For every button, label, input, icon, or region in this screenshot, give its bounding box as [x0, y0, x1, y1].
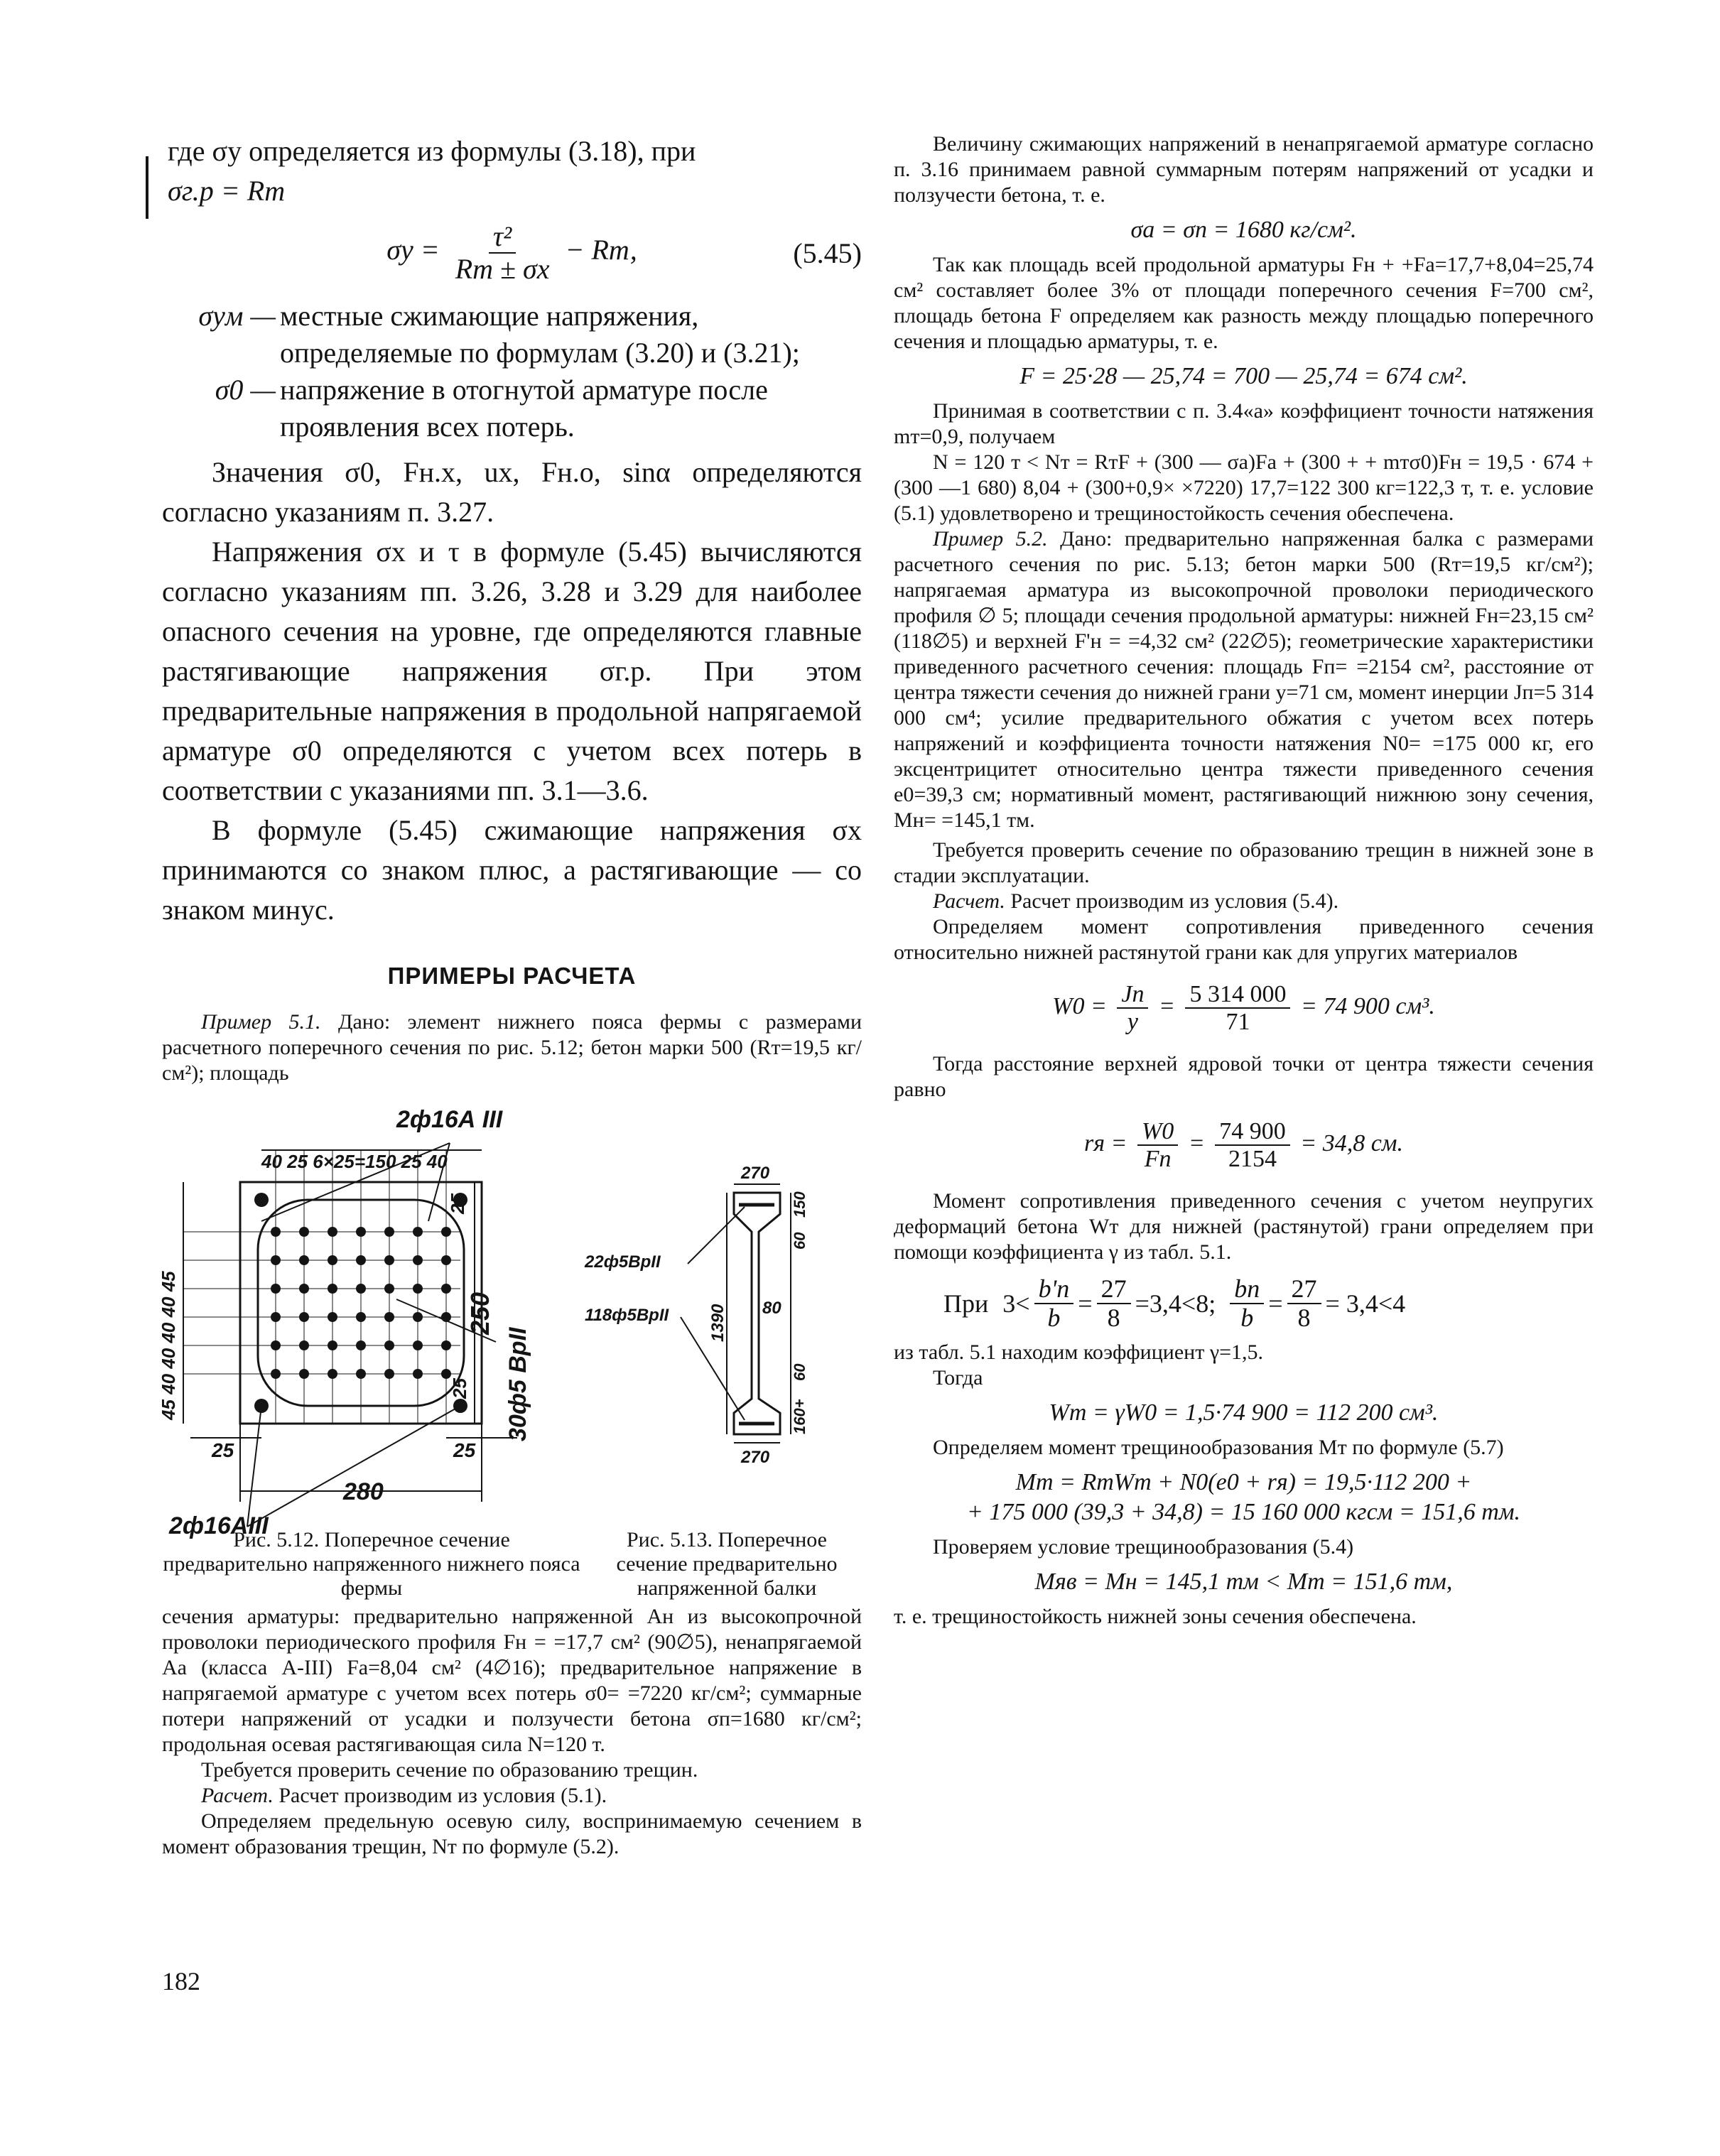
definition-2 — [162, 372, 862, 445]
label-25: 25 — [453, 1439, 476, 1461]
frac-num: τ² — [489, 221, 516, 254]
label-270-top: 270 — [741, 1164, 770, 1183]
paragraph: Значения σ0, Fн.x, ux, Fн.o, sinα определяются согласно указаниям п. 3.27. — [162, 456, 862, 528]
condition-inequality — [943, 1275, 1594, 1333]
paragraph: Напряжения σx и τ в формуле (5.45) вычисляются согласно указаниям пп. 3.26, 3.28 и 3.29 для наиболее опасного сечения на уровне, где определяются главные растягивающие напряжения σг.р. При этом предварительные напряжения в продольной напрягаемой арматуре σ0 определяются с учетом всех потерь в соответствии с указаниями пп. 3.1—3.6. — [162, 536, 862, 806]
equation-5-45 — [162, 221, 862, 285]
paragraph: Момент сопротивления приведенного сечения с учетом неупругих деформаций бетона Wт для нижней (растянутой) грани определяем при помощи коэффициента γ из табл. 5.1. — [894, 1188, 1594, 1264]
label-upper-rebar: 22ф5ВрII — [585, 1252, 661, 1272]
paragraph: из табл. 5.1 находим коэффициент γ=1,5. — [894, 1340, 1263, 1364]
example-text: Дано: предварительно напряженная балка с размерами расчетного сечения по рис. 5.13; бетон марки 500 (Rт=19,5 кг/см²); напрягаемая арматура из высокопрочной проволоки периодического профиля ∅ 5; площади сечения продольной арматуры: нижней Fн=23,15 см² (118∅5) и верхней F'н = =4,32 см² (22∅5); геометрические характеристики приведенного расчетного сечения: площадь Fп= =2154 см², расстояние от центра тяжести сечения до нижней грани y=71 см, момент инерции Jп=5 314 000 см⁴; усилие предварительного обжатия с учетом всех потерь напряжений и коэффициента точности натяжения N0= =175 000 кг, его эксцентрицитет относительно центра тяжести приведенного сечения e0=39,3 см; нормативный момент, растягивающий нижнюю зону сечения, Mн= =145,1 тм. — [894, 527, 1594, 832]
label-280: 280 — [343, 1478, 384, 1505]
caption-5-12: Рис. 5.12. Поперечное сечение предварительно напряженного нижнего пояса фермы — [163, 1528, 580, 1600]
equation-W0: W0 = $\frac{Jп}{y}$ = $\frac{5 314 000}{71}$ = 74 900 см³. — [1052, 981, 1435, 1036]
corner-rebar — [254, 1193, 269, 1207]
paragraph: Тогда — [933, 1365, 983, 1390]
paragraph — [162, 1783, 862, 1809]
text: = — [1268, 1289, 1283, 1318]
frac-num: bп — [1230, 1275, 1264, 1305]
eq-lhs: rя = — [1084, 1130, 1127, 1156]
para-line-1: где σy определяется из формулы (3.18), при — [168, 135, 696, 167]
paragraph: Тогда расстояние верхней ядровой точки от центра тяжести сечения равно — [894, 1051, 1594, 1101]
paragraph: Так как площадь всей продольной арматуры Fн + +Fа=17,7+8,04=25,74 см² составляет более 3% от площади поперечного сечения F=700 см², площадь бетона F определяем как разность между площадью поперечного сечения и площадью арматуры, т. е. — [894, 253, 1594, 353]
eq-frac — [1215, 1118, 1290, 1173]
equation-number: (5.45) — [793, 237, 862, 269]
label-1390: 1390 — [708, 1304, 728, 1342]
figures — [158, 1106, 862, 1600]
equation-F: F = 25·28 — 25,74 = 700 — 25,74 = 674 см². — [1019, 363, 1468, 389]
frac-den: 71 — [1226, 1009, 1250, 1036]
example-label: Пример 5.2. — [933, 527, 1048, 551]
paragraph: Проверяем условие трещинообразования (5.4) — [933, 1534, 1354, 1559]
equation-sigma-a: σа = σп = 1680 кг/см². — [1130, 217, 1357, 243]
paragraph: В формуле (5.45) сжимающие напряжения σx принимаются со знаком плюс, а растягивающие — со знаком минус. — [162, 814, 862, 926]
page-number: 182 — [162, 1967, 200, 1995]
label-lower-rebar: 118ф5ВрII — [585, 1306, 669, 1325]
definition-1 — [162, 298, 862, 372]
label: Расчет. — [201, 1784, 274, 1807]
def-symbol: σ0 — — [215, 374, 276, 406]
eq-frac — [1097, 1275, 1131, 1333]
frac-num: 74 900 — [1215, 1118, 1290, 1146]
text: Расчет производим из условия (5.1). — [278, 1784, 607, 1807]
equation-r: rя = $\frac{W0}{Fп}$ = $\frac{74 900}{2154}$ = 34,8 см. — [1084, 1117, 1403, 1173]
eq-frac — [451, 221, 554, 285]
section-heading: ПРИМЕРЫ РАСЧЕТА — [387, 963, 637, 989]
frac-den: y — [1127, 1009, 1138, 1036]
eq-frac — [1034, 1275, 1074, 1333]
eq-frac — [1137, 1118, 1178, 1173]
paragraph: сечения арматуры: предварительно напряженной Aн из высокопрочной проволоки периодического профиля Fн = =17,7 см² (90∅5), ненапрягаемой Aа (класса А-III) Fа=8,04 см² (4∅16); предварительное напряжение в напрягаемой арматуре с учетом всех потерь σ0= =7220 кг/см²; суммарные потери напряжений от усадки и ползучести бетона σп=1680 кг/см²; продольная осевая растягивающая сила N=120 т. — [162, 1605, 862, 1756]
def-symbol: σyм — — [198, 300, 276, 332]
paragraph: N = 120 т < Nт = RтF + (300 — σа)Fа + (300 + + mтσ0)Fн = 19,5 · 674 + (300 —1 680) 8,04 + (300+0,9× ×7220) 17,7=122 300 кг=122,3 т, т. е. условие (5.1) удовлетворено и трещиностойкость сечения обеспечена. — [894, 450, 1594, 525]
label: Расчет. — [933, 889, 1005, 913]
text: = — [1078, 1289, 1093, 1318]
frac-num: 5 314 000 — [1185, 981, 1290, 1009]
eq-frac — [1117, 981, 1148, 1036]
label-bottom-rebar: 2ф16АIII — [169, 1512, 269, 1539]
label-25: 25 — [449, 1378, 470, 1399]
margin-bar — [146, 156, 148, 219]
paragraph: Величину сжимающих напряжений в ненапрягаемой арматуре согласно п. 3.16 принимаем равной суммарным потерям напряжений от усадки и ползучести бетона, т. е. — [894, 132, 1594, 207]
eq-frac — [1185, 981, 1290, 1036]
eq-lhs: W0 = — [1052, 993, 1107, 1020]
frac-num: Jп — [1117, 981, 1148, 1009]
example-text: Дано: элемент нижнего пояса фермы с размерами расчетного поперечного сечения по рис. 5.12; бетон марки 500 (Rт=19,5 кг/см²); площадь — [162, 1010, 862, 1085]
frac-den: Fп — [1144, 1146, 1172, 1173]
frac-num: 27 — [1097, 1275, 1131, 1305]
leader-upper — [688, 1207, 745, 1264]
paragraph: Определяем предельную осевую силу, воспринимаемую сечением в момент образования трещин, Nт по формуле (5.2). — [162, 1809, 862, 1858]
label-270-bottom: 270 — [741, 1448, 770, 1467]
frac-num: W0 — [1137, 1118, 1178, 1146]
frac-num: 27 — [1287, 1275, 1321, 1305]
label-25: 25 — [212, 1439, 234, 1461]
paragraph: Требуется проверить сечение по образованию трещин. — [201, 1758, 698, 1782]
text: Расчет производим из условия (5.4). — [1010, 889, 1339, 913]
example-label: Пример 5.1. — [201, 1010, 321, 1034]
text: =3,4<8; — [1135, 1289, 1216, 1318]
equation-Wt: Wт = γW0 = 1,5·74 900 = 112 200 см³. — [1049, 1399, 1439, 1426]
caption-5-13: Рис. 5.13. Поперечное сечение предварительно напряженной балки — [616, 1528, 838, 1600]
frac-den: Rт ± σx — [455, 253, 550, 285]
eq-rhs: = 34,8 см. — [1300, 1130, 1403, 1156]
frac-den: 8 — [1107, 1304, 1120, 1333]
label-250: 250 — [465, 1291, 494, 1335]
def-text: напряжение в отогнутой арматуре после проявления всех потерь. — [280, 374, 768, 443]
paragraph — [894, 889, 1594, 914]
label-60: 60 — [791, 1232, 808, 1250]
paragraph: Требуется проверить сечение по образованию трещин в нижней зоне в стадии эксплуатации. — [894, 838, 1594, 887]
eq-rhs: = 74 900 см³. — [1300, 993, 1435, 1020]
eq-frac — [1230, 1275, 1264, 1333]
corner-rebar — [254, 1399, 269, 1413]
equation-Mt-line-2: + 175 000 (39,3 + 34,8) = 15 160 000 кгсм = 151,6 тм. — [966, 1498, 1521, 1525]
label-top-dims: 40 25 6×25=150 25 40 — [261, 1151, 448, 1172]
frac-den: b — [1047, 1304, 1061, 1333]
eq-frac — [1287, 1275, 1321, 1333]
label-25: 25 — [447, 1193, 468, 1214]
equation-Mt-line-1: Mт = RтWт + N0(e0 + rя) = 19,5·112 200 + — [1015, 1468, 1472, 1495]
text: = 3,4<4 — [1325, 1289, 1406, 1318]
eq-lhs: σy = — [386, 234, 440, 266]
frac-den: 8 — [1297, 1304, 1311, 1333]
para-line-2: σг.р = Rт — [168, 175, 286, 207]
label-top-rebar: 2ф16А III — [396, 1106, 503, 1133]
left-column — [158, 131, 862, 1860]
text: 3< — [1002, 1289, 1030, 1318]
figure-5-12-and-5-13 — [158, 1106, 862, 1539]
paragraph: Определяем момент трещинообразования Mт по формуле (5.7) — [933, 1435, 1504, 1459]
label: При — [943, 1289, 989, 1318]
label-right-rebar: 30ф5 ВрII — [504, 1327, 531, 1441]
example-5-2 — [894, 526, 1594, 833]
frac-den: b — [1240, 1304, 1254, 1333]
paragraph: т. е. трещиностойкость нижней зоны сечения обеспечена. — [894, 1604, 1417, 1628]
label-60: 60 — [791, 1363, 808, 1381]
paragraph: Принимая в соответствии с п. 3.4«а» коэффициент точности натяжения mт=0,9, получаем — [894, 399, 1594, 448]
frac-den: 2154 — [1228, 1146, 1277, 1173]
label-80: 80 — [762, 1299, 781, 1318]
example-5-1 — [162, 1009, 862, 1086]
def-text: местные сжимающие напряжения, определяемые по формулам (3.20) и (3.21); — [280, 300, 800, 369]
equation-check: Mяв = Mн = 145,1 тм < Mт = 151,6 тм, — [1034, 1568, 1453, 1595]
corner-rebar — [453, 1399, 467, 1413]
label-160: 160+ — [791, 1399, 808, 1434]
frac-num: b'п — [1034, 1275, 1074, 1305]
right-column — [894, 131, 1594, 1630]
label-150: 150 — [791, 1191, 808, 1218]
paragraph: Определяем момент сопротивления приведенного сечения относительно нижней растянутой грани как для упругих материалов — [894, 915, 1594, 964]
label-left-dims: 45 40 40 40 40 45 — [158, 1271, 179, 1420]
figure-captions — [162, 1528, 862, 1600]
eq-rhs: − Rт, — [565, 234, 637, 266]
